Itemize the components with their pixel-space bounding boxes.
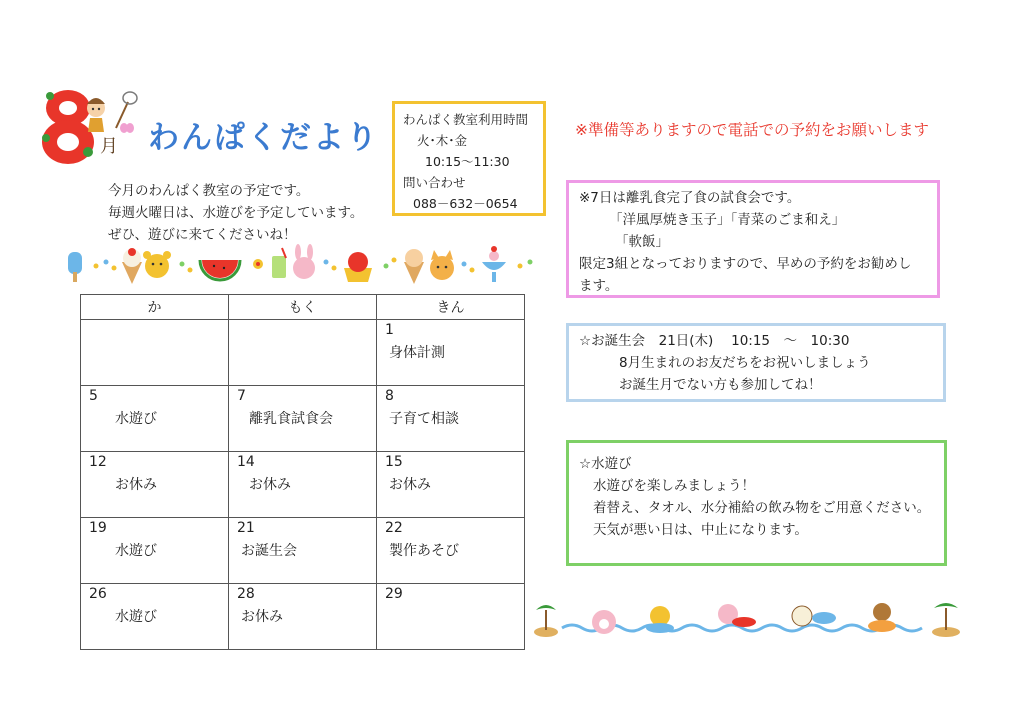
calendar-row xyxy=(81,452,525,518)
box-line: ☆お誕生会 21日(木) 10:15 ～ 10:30 xyxy=(579,333,850,349)
day-number: 5 xyxy=(89,388,98,404)
calendar-cell xyxy=(377,452,525,518)
popsicle-icon xyxy=(68,252,82,282)
box-line: 着替え、タオル、水分補給の飲み物をご用意ください。 xyxy=(593,500,931,516)
day-event: 水遊び xyxy=(115,411,157,427)
watermelon-icon xyxy=(200,260,240,280)
day-event: 製作あそび xyxy=(389,543,459,559)
day-number: 12 xyxy=(89,454,107,470)
calendar-cell xyxy=(377,386,525,452)
calendar-cell xyxy=(377,584,525,650)
cat-face-icon xyxy=(430,250,454,280)
calendar-row xyxy=(81,320,525,386)
day-event: お誕生会 xyxy=(241,543,297,559)
water-play-strip xyxy=(532,598,964,638)
day-number: 19 xyxy=(89,520,107,536)
day-event: お休み xyxy=(249,477,291,493)
page-title: わんぱくだより xyxy=(148,120,379,156)
dots-deco xyxy=(94,260,117,271)
rabbit-face-icon xyxy=(293,244,315,279)
swim-pig-icon xyxy=(718,604,756,627)
dots-deco xyxy=(518,260,533,269)
day-number: 29 xyxy=(385,586,403,602)
day-event xyxy=(81,322,228,326)
month-suffix: 月 xyxy=(100,136,118,157)
calendar-cell xyxy=(229,452,377,518)
box-line: 限定3組となっておりますので、早めの予約をお勧めし xyxy=(579,256,912,272)
hours-box xyxy=(392,101,546,216)
calendar-cell xyxy=(377,320,525,386)
hours-title: わんぱく教室利用時間 xyxy=(403,112,529,127)
day-number: 21 xyxy=(237,520,255,536)
box-line: お誕生月でない方も参加してね！ xyxy=(619,377,822,393)
contact-label: 問い合わせ xyxy=(403,175,466,190)
header-tuesday: か xyxy=(81,295,229,320)
island-palm-icon xyxy=(534,605,558,637)
hours-time: 10:15～11:30 xyxy=(425,154,510,169)
day-number: 15 xyxy=(385,454,403,470)
day-event: 水遊び xyxy=(115,543,157,559)
day-number: 1 xyxy=(385,322,394,338)
calendar-cell xyxy=(81,320,229,386)
calendar-cell xyxy=(229,386,377,452)
butterfly-icon xyxy=(120,122,134,134)
day-number: 7 xyxy=(237,388,246,404)
calendar-row xyxy=(81,584,525,650)
swim-dog-icon xyxy=(792,606,836,626)
swim-cat-icon xyxy=(646,606,674,633)
day-number: 28 xyxy=(237,586,255,602)
calendar-cell xyxy=(377,518,525,584)
contact-phone: 088－632－0654 xyxy=(413,196,518,211)
box-line: 「軟飯」 xyxy=(615,234,669,250)
bear-face-icon xyxy=(143,251,171,278)
swim-ring-bear-icon xyxy=(868,603,896,632)
box-line: ※7日は離乳食完了食の試食会です。 xyxy=(579,190,801,206)
box-line: ます。 xyxy=(579,278,619,294)
big-eight-illustration xyxy=(38,86,108,166)
calendar-cell xyxy=(81,386,229,452)
day-number: 8 xyxy=(385,388,394,404)
parfait-icon xyxy=(482,246,506,282)
ice-cream-cone-icon xyxy=(122,248,142,284)
island-palm-icon xyxy=(932,603,960,637)
day-event xyxy=(229,322,376,326)
birthday-party-box xyxy=(566,323,946,402)
summer-food-strip xyxy=(62,244,542,286)
intro-text xyxy=(108,180,363,246)
day-event xyxy=(377,602,524,606)
day-event: 離乳食試食会 xyxy=(249,411,333,427)
box-line: 水遊びを楽しみましょう！ xyxy=(593,478,755,494)
calendar-cell xyxy=(229,584,377,650)
hours-days: 火･木･金 xyxy=(417,133,468,148)
swim-ring-rabbit-icon xyxy=(592,610,616,634)
shaved-ice-icon xyxy=(344,252,372,282)
day-number: 26 xyxy=(89,586,107,602)
calendar-row xyxy=(81,386,525,452)
calendar-cell xyxy=(229,518,377,584)
day-number: 14 xyxy=(237,454,255,470)
dots-deco xyxy=(384,258,397,269)
day-number: 22 xyxy=(385,520,403,536)
box-line: ☆水遊び xyxy=(579,456,632,472)
calendar-cell xyxy=(81,452,229,518)
water-play-box xyxy=(566,440,947,566)
header-friday: きん xyxy=(377,295,525,320)
header-thursday: もく xyxy=(229,295,377,320)
box-line: 天気が悪い日は、中止になります。 xyxy=(593,522,808,538)
intro-line: 今月のわんぱく教室の予定です。 xyxy=(108,183,310,199)
box-line: 8月生まれのお友だちをお祝いしましょう xyxy=(619,355,871,371)
calendar-cell xyxy=(229,320,377,386)
calendar-cell xyxy=(81,584,229,650)
intro-line: 毎週火曜日は、水遊びを予定しています。 xyxy=(108,205,364,221)
schedule-calendar xyxy=(80,294,525,650)
weaning-food-box xyxy=(566,180,940,298)
ice-cream-icon xyxy=(404,249,424,284)
day-event: お休み xyxy=(115,477,157,493)
day-event: お休み xyxy=(389,477,431,493)
dots-deco xyxy=(324,260,337,271)
box-line: 「洋風厚焼き玉子」「青菜のごま和え」 xyxy=(609,212,846,228)
juice-glass-icon xyxy=(272,248,286,278)
day-event: 水遊び xyxy=(115,609,157,625)
intro-line: ぜひ、遊びに来てくださいね！ xyxy=(108,227,297,243)
flower-deco xyxy=(253,259,263,269)
day-event: お休み xyxy=(241,609,283,625)
dots-deco xyxy=(462,262,475,273)
reservation-notice: ※準備等ありますので電話での予約をお願いします xyxy=(575,121,929,139)
calendar-row xyxy=(81,518,525,584)
dots-deco xyxy=(180,262,193,273)
calendar-cell xyxy=(81,518,229,584)
day-event: 子育て相談 xyxy=(389,411,459,427)
day-event: 身体計測 xyxy=(389,345,445,361)
